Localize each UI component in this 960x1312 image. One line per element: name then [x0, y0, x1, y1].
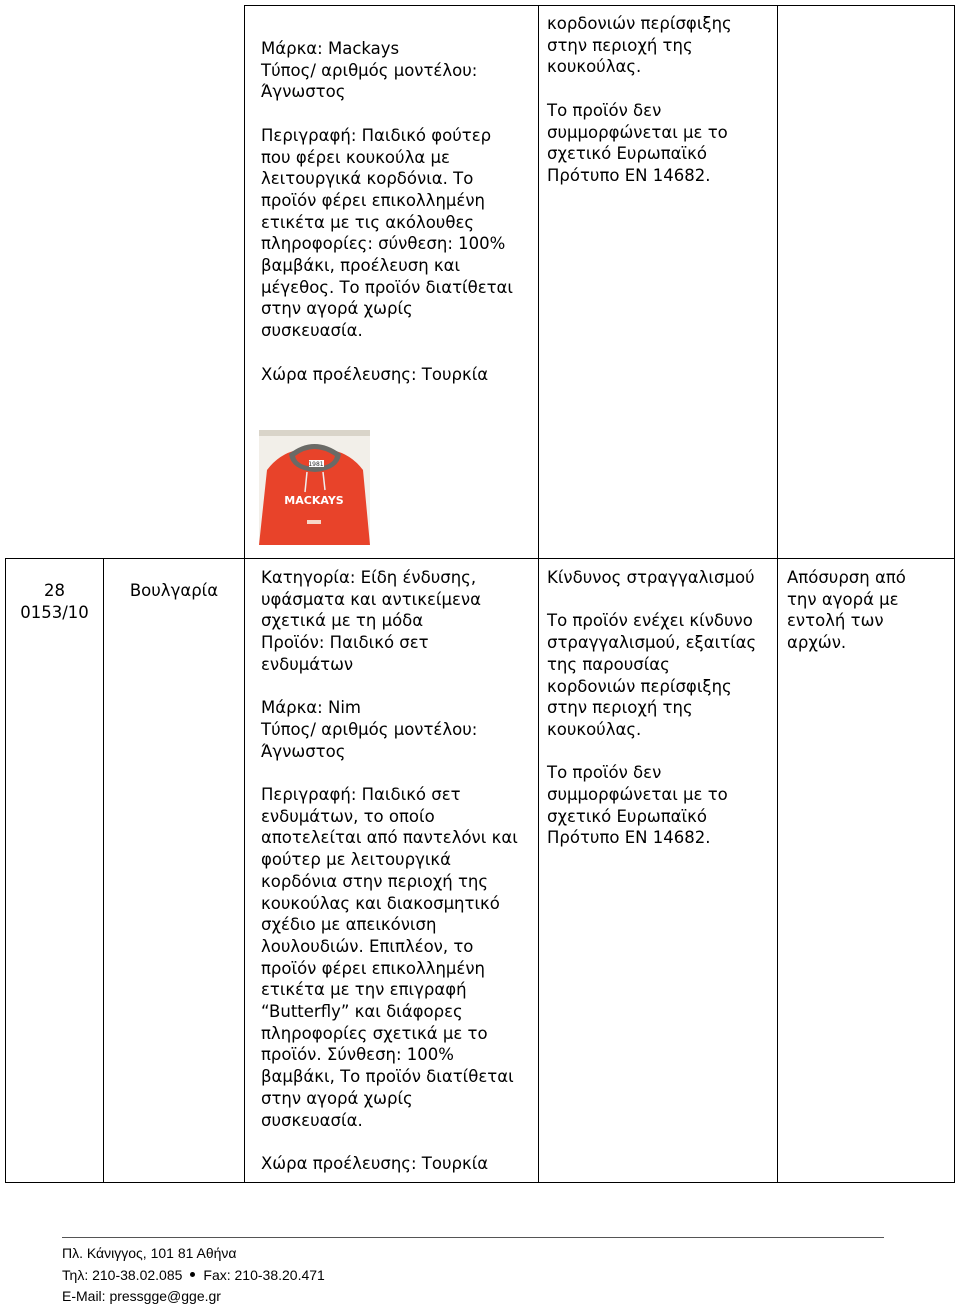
table-border [103, 558, 104, 1183]
product-details [261, 567, 518, 1175]
footer-phone: Τηλ: 210-38.02.085 [62, 1266, 183, 1283]
origin-line: Χώρα προέλευσης: Τουρκία [261, 1153, 489, 1173]
risk-line: Πρότυπο EN 14682. [547, 165, 711, 185]
description-line: κορδόνια στην περιοχή της [261, 871, 489, 891]
footer-fax: Fax: 210-38.20.471 [203, 1266, 325, 1283]
risk-line: συμμορφώνεται με το [547, 122, 728, 142]
table-border [954, 5, 955, 1183]
risk-text-block [547, 610, 756, 740]
footer-rule [62, 1237, 884, 1238]
product-line: Προϊόν: Παιδικό σετ [261, 633, 429, 653]
description-line: ενδυμάτων, το οποίο [261, 806, 435, 826]
row-number-cell [6, 580, 103, 623]
description-line: στην αγορά χωρίς [261, 1088, 413, 1108]
risk-line: κορδονιών περίσφιξης [547, 14, 732, 33]
table-border [244, 5, 245, 1183]
risk-details [547, 567, 756, 849]
risk-line: σχετικό Ευρωπαϊκό [547, 806, 707, 826]
risk-line: στραγγαλισμού, εξαιτίας [547, 633, 757, 653]
table-border [538, 5, 539, 1183]
risk-details-prev [547, 13, 732, 187]
row-reference: 0153/10 [20, 602, 89, 622]
description-line: Περιγραφή: Παιδικό φούτερ [261, 125, 492, 145]
measures-line: Απόσυρση από [787, 568, 906, 587]
description-line: συσκευασία. [261, 321, 363, 341]
description-line: σχέδιο με απεικόνιση [261, 915, 437, 935]
risk-line: κορδονιών περίσφιξης [547, 676, 732, 696]
footer-phone-fax [62, 1265, 325, 1287]
description-line: που φέρει κουκούλα με [261, 147, 450, 167]
table-border [5, 1182, 955, 1183]
risk-line: της παρουσίας [547, 654, 670, 674]
model-line: Άγνωστος [261, 82, 346, 102]
measures-line: αρχών. [787, 633, 847, 653]
description-line: πληροφορίες σχετικά με το [261, 1023, 488, 1043]
risk-line: σχετικό Ευρωπαϊκό [547, 144, 707, 164]
category-line: υφάσματα και αντικείμενα [261, 589, 481, 609]
risk-line: συμμορφώνεται με το [547, 785, 728, 804]
category-line: Κατηγορία: Είδη ένδυσης, [261, 568, 477, 587]
svg-text:MACKAYS: MACKAYS [284, 494, 344, 507]
risk-line: κουκούλας. [547, 719, 642, 739]
table-border [777, 5, 778, 1183]
model-line: Άγνωστος [261, 741, 346, 761]
description-line: Περιγραφή: Παιδικό σετ [261, 785, 461, 804]
footer-email[interactable]: E-Mail: pressgge@gge.gr [62, 1288, 221, 1304]
description-line: φούτερ με λειτουργικά [261, 850, 452, 870]
standard-block [547, 762, 756, 849]
model-line: Τύπος/ αριθμός μοντέλου: [261, 60, 478, 80]
brand-line: Μάρκα: Mackays [261, 39, 400, 58]
description-line: λουλουδιών. Επιπλέον, το [261, 936, 474, 956]
standard-block [547, 100, 732, 187]
description-line: βαμβάκι, προέλευση και [261, 256, 461, 276]
description-line: λειτουργικά κορδόνια. Το [261, 169, 474, 189]
description-line: βαμβάκι, Το προϊόν διατίθεται [261, 1067, 514, 1087]
svg-text:1981: 1981 [308, 461, 324, 468]
description-line: μέγεθος. Το προϊόν διατίθεται [261, 277, 514, 297]
description-line: προϊόν. Σύνθεση: 100% [261, 1045, 454, 1065]
footer-address: Πλ. Κάνιγγος, 101 81 Αθήνα [62, 1245, 237, 1261]
row-number: 28 [44, 581, 65, 600]
description-block [261, 125, 513, 342]
description-line: πληροφορίες: σύνθεση: 100% [261, 234, 506, 254]
measures-cell [787, 567, 906, 654]
description-line: “Butterfly” και διάφορες [261, 1002, 463, 1022]
category-line: σχετικά με τη μόδα [261, 611, 424, 631]
hoodie-image [259, 430, 370, 545]
description-line: ετικέτα με τις ακόλουθες [261, 212, 475, 232]
table-border [5, 558, 6, 1183]
description-line: αποτελείται από παντελόνι και [261, 828, 518, 848]
description-line: στην αγορά χωρίς [261, 299, 413, 319]
table-border [244, 5, 955, 6]
description-line: κουκούλας και διακοσμητικό [261, 893, 500, 913]
product-details-prev [261, 38, 513, 385]
risk-title: Κίνδυνος στραγγαλισμού [547, 568, 755, 587]
product-photo-hoodie [259, 430, 370, 545]
footer-contact [62, 1243, 325, 1308]
risk-line: κουκούλας. [547, 57, 642, 77]
risk-line: στην περιοχή της [547, 35, 693, 55]
product-line: ενδυμάτων [261, 654, 354, 674]
description-line: συσκευασία. [261, 1110, 363, 1130]
brand-line: Μάρκα: Nim [261, 698, 361, 718]
risk-line: Το προϊόν ενέχει κίνδυνο [547, 611, 753, 631]
model-line: Τύπος/ αριθμός μοντέλου: [261, 719, 478, 739]
description-block [261, 784, 518, 1131]
description-line: προϊόν φέρει επικολλημένη [261, 190, 485, 210]
country: Βουλγαρία [129, 581, 219, 600]
risk-line: Το προϊόν δεν [547, 100, 662, 120]
country-cell [104, 580, 244, 602]
risk-line: Πρότυπο EN 14682. [547, 828, 711, 848]
risk-line: στην περιοχή της [547, 698, 693, 718]
measures-line: εντολή των [787, 611, 884, 631]
risk-line: Το προϊόν δεν [547, 763, 662, 783]
description-line: προϊόν φέρει επικολλημένη [261, 958, 485, 978]
table-border [5, 558, 955, 559]
bullet-icon [190, 1272, 195, 1277]
measures-line: την αγορά με [787, 589, 899, 609]
description-line: ετικέτα με την επιγραφή [261, 980, 467, 1000]
origin-line: Χώρα προέλευσης: Τουρκία [261, 364, 489, 384]
